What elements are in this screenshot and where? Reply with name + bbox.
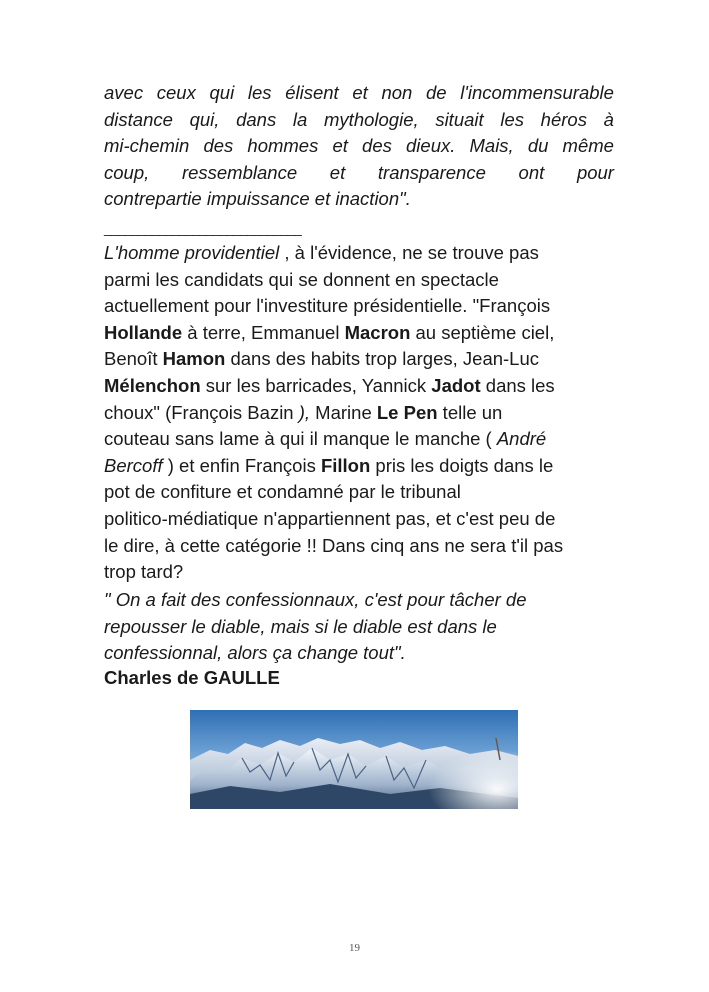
text-line: distance qui, dans la mythologie, situait les héros à xyxy=(104,108,614,130)
text-line: confessionnal, alors ça change tout". xyxy=(104,642,406,664)
text-line: couteau sans lame à qui il manque le manche ( André xyxy=(104,428,547,450)
separator-line: _____________________________ xyxy=(104,220,301,236)
text-line: " On a fait des confessionnaux, c'est pour tâcher de xyxy=(104,589,527,610)
de-gaulle-quote xyxy=(104,587,614,667)
quote-author: Charles de GAULLE xyxy=(104,667,280,688)
page-number: 19 xyxy=(349,942,360,954)
text-line: mi-chemin des hommes et des dieux. Mais, du même xyxy=(104,135,614,157)
text-line: Bercoff ) et enfin François Fillon pris les doigts dans le xyxy=(104,454,554,476)
text-line: actuellement pour l'investiture présidentielle. "François xyxy=(104,295,551,317)
text-line: pot de confiture et condamné par le tribunal xyxy=(104,481,461,503)
text-line: avec ceux qui les élisent et non de l'incommensurable xyxy=(104,82,614,103)
paragraph-main xyxy=(104,240,614,586)
text-line: contrepartie impuissance et inaction". xyxy=(104,188,411,210)
text-line: coup, ressemblance et transparence ont pour xyxy=(104,161,614,183)
text-line: choux" (François Bazin ), Marine Le Pen telle un xyxy=(104,401,503,423)
text-line: le dire, à cette catégorie !! Dans cinq ans ne sera t'il pas xyxy=(104,534,564,556)
text-line: parmi les candidats qui se donnent en spectacle xyxy=(104,268,499,290)
text-line: politico-médiatique n'appartiennent pas, et c'est peu de xyxy=(104,507,556,529)
text-line: repousser le diable, mais si le diable est dans le xyxy=(104,615,497,637)
paragraph-quote-end xyxy=(104,80,614,213)
text-line: L'homme providentiel , à l'évidence, ne se trouve pas xyxy=(104,242,539,263)
text-line: Benoît Hamon dans des habits trop larges, Jean-Luc xyxy=(104,348,540,370)
text-line: Mélenchon sur les barricades, Yannick Jadot dans les xyxy=(104,374,555,396)
text-line: trop tard? xyxy=(104,561,184,583)
text-line: Hollande à terre, Emmanuel Macron au septième ciel, xyxy=(104,321,555,343)
mountain-panorama-image xyxy=(190,710,518,809)
